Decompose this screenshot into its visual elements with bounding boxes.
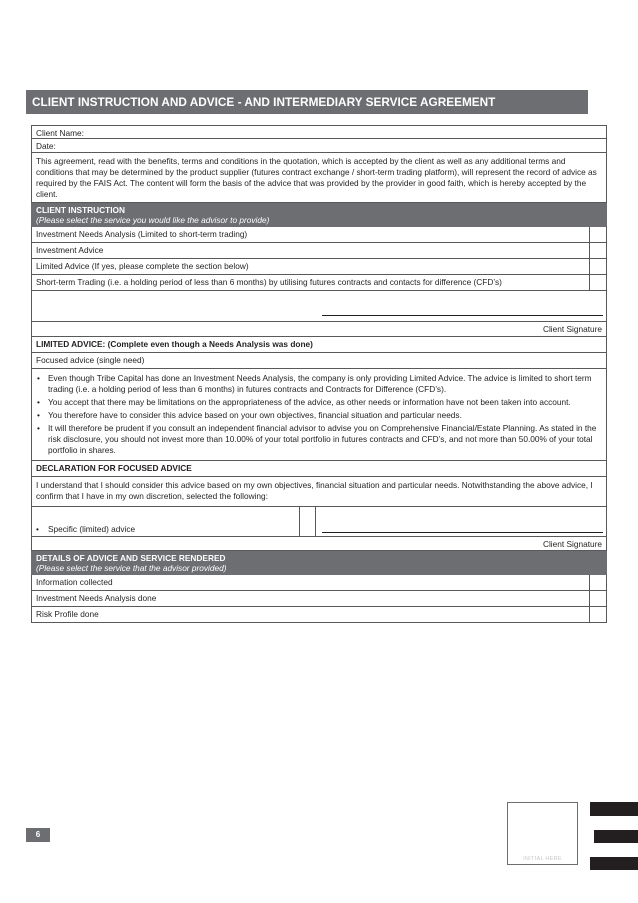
details-option-label: Information collected	[36, 577, 113, 587]
details-option-row	[31, 607, 607, 623]
declaration-signature-line[interactable]	[322, 532, 603, 533]
details-option-row	[31, 575, 607, 591]
instruction-option-row	[31, 243, 607, 259]
declaration-option-checkbox[interactable]	[299, 507, 316, 536]
decorative-bar	[590, 802, 638, 816]
declaration-option-row	[31, 507, 607, 537]
agreement-text: This agreement, read with the benefits, terms and conditions in the quotation, which is accepted by the client as well as any additional terms and conditions that may be determined by the product supplier (futures contract exchange / short-term trading platform), will represent the record of advice as required by the FAIS Act. The content will form the basis of the advice that was provided by the provider in good faith, which is hereby accepted by the client.	[36, 156, 597, 199]
agreement-form	[31, 125, 607, 623]
instruction-option-row	[31, 227, 607, 243]
instruction-option-checkbox[interactable]	[589, 227, 606, 242]
details-option-checkbox[interactable]	[589, 591, 606, 606]
limited-advice-bullet: • You therefore have to consider this advice based on your own objectives, financial situation and particular needs.	[36, 410, 602, 421]
client-instruction-heading: CLIENT INSTRUCTION	[36, 205, 125, 215]
details-option-row	[31, 591, 607, 607]
instruction-option-label: Investment Needs Analysis (Limited to short-term trading)	[36, 229, 248, 239]
details-subheading: (Please select the service that the advisor provided)	[36, 563, 227, 573]
instruction-signature-label: Client Signature	[542, 324, 602, 334]
instruction-option-checkbox[interactable]	[589, 259, 606, 274]
limited-advice-bullet: • Even though Tribe Capital has done an Investment Needs Analysis, the company is only providing Limited Advice. The advice is limited to short term trading (i.e. a holding period of less than 6 months) in futures contracts and Contracts for Difference (CFD’s).	[36, 373, 602, 395]
client-name-label: Client Name:	[36, 128, 84, 138]
decorative-bar	[594, 830, 638, 843]
decorative-bar	[590, 857, 638, 870]
details-option-checkbox[interactable]	[589, 607, 606, 622]
instruction-signature-line[interactable]	[322, 315, 603, 316]
limited-advice-bullet-list	[36, 373, 602, 456]
client-instruction-header	[31, 203, 607, 227]
details-option-checkbox[interactable]	[589, 575, 606, 590]
date-label: Date:	[36, 141, 56, 151]
details-header	[31, 551, 607, 575]
instruction-option-checkbox[interactable]	[589, 243, 606, 258]
client-instruction-subheading: (Please select the service you would like the advisor to provide)	[36, 215, 270, 225]
instruction-option-label: Investment Advice	[36, 245, 104, 255]
declaration-text-row	[31, 477, 607, 507]
details-heading: DETAILS OF ADVICE AND SERVICE RENDERED	[36, 553, 226, 563]
details-option-label: Risk Profile done	[36, 609, 99, 619]
details-option-label: Investment Needs Analysis done	[36, 593, 157, 603]
limited-advice-bullet: • You accept that there may be limitations on the appropriateness of the advice, as other needs or information have not been taken into account.	[36, 397, 602, 408]
declaration-signature-label: Client Signature	[31, 537, 607, 551]
initial-label: INITIAL HERE	[523, 856, 562, 862]
page-number: 6	[26, 828, 50, 842]
limited-advice-bullets-row	[31, 369, 607, 461]
declaration-text: I understand that I should consider this advice based on my own objectives, financial situation and particular needs. Notwithstanding the above advice, I confirm that I have in my own discretion, selected the following:	[36, 480, 593, 501]
declaration-option-label: Specific (limited) advice	[48, 524, 136, 534]
instruction-option-label: Limited Advice (If yes, please complete the section below)	[36, 261, 249, 271]
date-field[interactable]	[31, 139, 607, 153]
client-name-field[interactable]	[31, 125, 607, 139]
form-title: CLIENT INSTRUCTION AND ADVICE - AND INTERMEDIARY SERVICE AGREEMENT	[26, 90, 588, 114]
declaration-heading: DECLARATION FOR FOCUSED ADVICE	[31, 461, 607, 477]
instruction-option-row	[31, 259, 607, 275]
limited-advice-bullet: • It will therefore be prudent if you consult an independent financial advisor to advise you on Comprehensive Financial/Estate Planning. As stated in the risk disclosure, you should not invest more than 10.00% of your total portfolio in futures contracts and CFD’s, and not more than 50.00% of your total portfolio in shares.	[36, 423, 602, 456]
instruction-option-label: Short-term Trading (i.e. a holding period of less than 6 months) by utilising futures contracts and contacts for difference (CFD’s)	[36, 277, 502, 287]
declaration-option-bullet: •	[36, 524, 39, 534]
focused-advice-row: Focused advice (single need)	[31, 353, 607, 369]
agreement-text-row	[31, 153, 607, 203]
instruction-signature-row	[31, 291, 607, 337]
instruction-option-row	[31, 275, 607, 291]
instruction-option-checkbox[interactable]	[589, 275, 606, 290]
limited-advice-heading: LIMITED ADVICE: (Complete even though a Needs Analysis was done)	[31, 337, 607, 353]
